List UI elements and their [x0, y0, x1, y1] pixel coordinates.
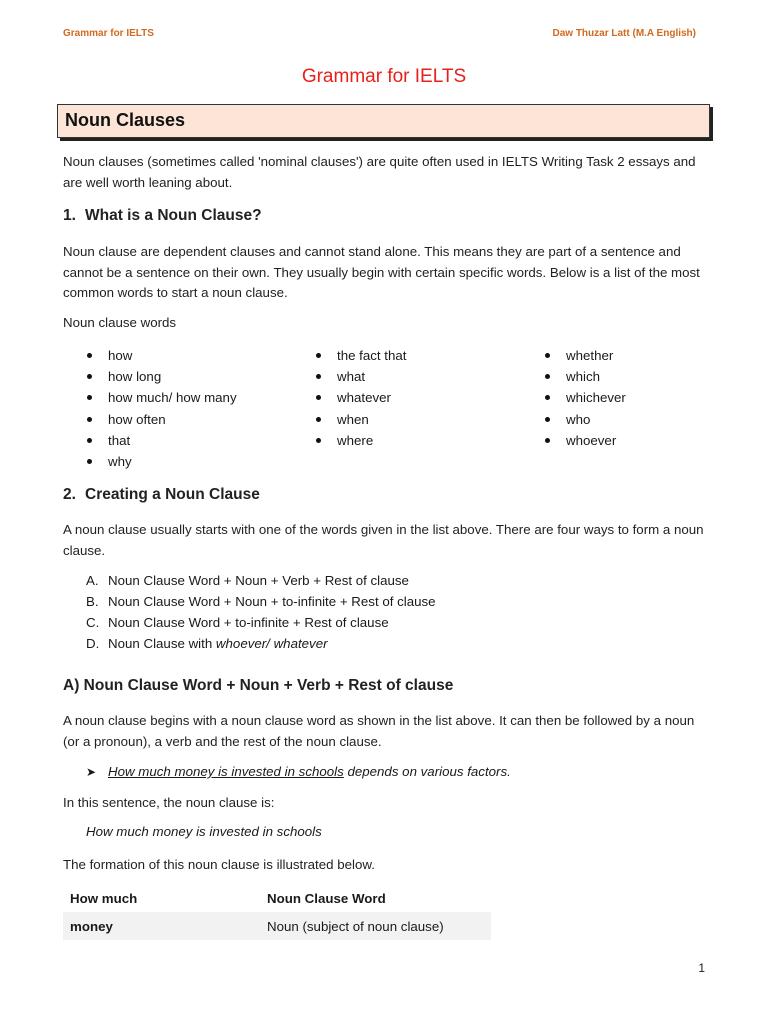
- intro-paragraph: Noun clauses (sometimes called 'nominal clauses') are quite often used in IELTS Writing Task 2 essays and are well worth leaning about.: [63, 154, 696, 190]
- list-item: how often: [63, 409, 237, 430]
- list-marker: B.: [86, 594, 99, 609]
- arrow-bullet-icon: ➤: [86, 765, 97, 779]
- list-item: who: [521, 409, 626, 430]
- list-item: when: [292, 409, 406, 430]
- list-item-text: Noun Clause Word + Noun + to-infinite + Rest of clause: [108, 594, 436, 609]
- heading-number: 1.: [63, 207, 76, 224]
- list-marker: C.: [86, 615, 100, 630]
- list-item: [86, 570, 436, 591]
- list-item-text: Noun Clause Word + Noun + Verb + Rest of clause: [108, 573, 409, 588]
- section-title: Noun Clauses: [65, 110, 186, 130]
- list-item-italic: whoever/ whatever: [215, 636, 328, 651]
- list-item: whatever: [292, 387, 406, 408]
- page-title: Grammar for IELTS: [301, 66, 467, 87]
- word-list-column-2: [292, 345, 406, 451]
- list-item: which: [521, 366, 626, 387]
- ways-list: [86, 570, 436, 654]
- list-item: how: [63, 345, 237, 366]
- table-row: [63, 884, 491, 912]
- table-cell: Noun Clause Word: [267, 890, 386, 906]
- heading-text: What is a Noun Clause?: [85, 207, 262, 224]
- list-item: whichever: [521, 387, 626, 408]
- list-item: whoever: [521, 430, 626, 451]
- table-cell: money: [63, 912, 260, 940]
- definition-paragraph: Noun clause are dependent clauses and cannot stand alone. This means they are part of a sentence and cannot be a sentence on their own. They usually begin with certain specific words. Below is a list of the most common words to start a noun clause.: [63, 244, 700, 300]
- word-list-column-3: [521, 345, 626, 451]
- heading-text: Creating a Noun Clause: [85, 486, 260, 503]
- word-list-label: Noun clause words: [63, 315, 177, 330]
- list-item: whether: [521, 345, 626, 366]
- heading-creating-noun-clause: [63, 486, 260, 504]
- heading-number: 2.: [63, 486, 76, 503]
- creating-paragraph: A noun clause usually starts with one of the words given in the list above. There are four ways to form a noun clause.: [63, 522, 704, 558]
- table-cell: How much: [70, 890, 138, 906]
- list-item: [86, 633, 436, 654]
- page-number: 1: [698, 961, 705, 975]
- list-item: what: [292, 366, 406, 387]
- running-header-right: Daw Thuzar Latt (M.A English): [552, 28, 696, 39]
- list-item: the fact that: [292, 345, 406, 366]
- list-marker: D.: [86, 636, 100, 651]
- list-item: [86, 612, 436, 633]
- list-item: [86, 591, 436, 612]
- word-list-column-1: [63, 345, 237, 472]
- example-rest: depends on various factors.: [343, 764, 511, 779]
- heading-what-is-noun-clause: [63, 207, 262, 225]
- list-item-text: Noun Clause Word + to-infinite + Rest of clause: [108, 615, 389, 630]
- list-item: why: [63, 451, 237, 472]
- list-item: how much/ how many: [63, 387, 237, 408]
- list-item: where: [292, 430, 406, 451]
- table-cell: Noun (subject of noun clause): [260, 912, 491, 940]
- section-title-box: [57, 104, 710, 138]
- list-item: how long: [63, 366, 237, 387]
- formation-table: [63, 884, 491, 940]
- formation-intro: The formation of this noun clause is illustrated below.: [63, 857, 375, 872]
- list-item-text: Noun Clause with: [108, 636, 216, 651]
- example-sentence: [86, 762, 511, 782]
- section-a-paragraph: A noun clause begins with a noun clause word as shown in the list above. It can then be followed by a noun (or a pronoun), a verb and the rest of the noun clause.: [63, 713, 695, 749]
- list-item: that: [63, 430, 237, 451]
- heading-section-a: A) Noun Clause Word + Noun + Verb + Rest of clause: [63, 677, 454, 694]
- noun-clause-example: How much money is invested in schools: [86, 824, 322, 839]
- clause-intro: In this sentence, the noun clause is:: [63, 795, 275, 810]
- example-underlined: How much money is invested in schools: [108, 764, 344, 779]
- table-row: [63, 912, 491, 940]
- running-header-left: Grammar for IELTS: [63, 28, 154, 39]
- list-marker: A.: [86, 573, 99, 588]
